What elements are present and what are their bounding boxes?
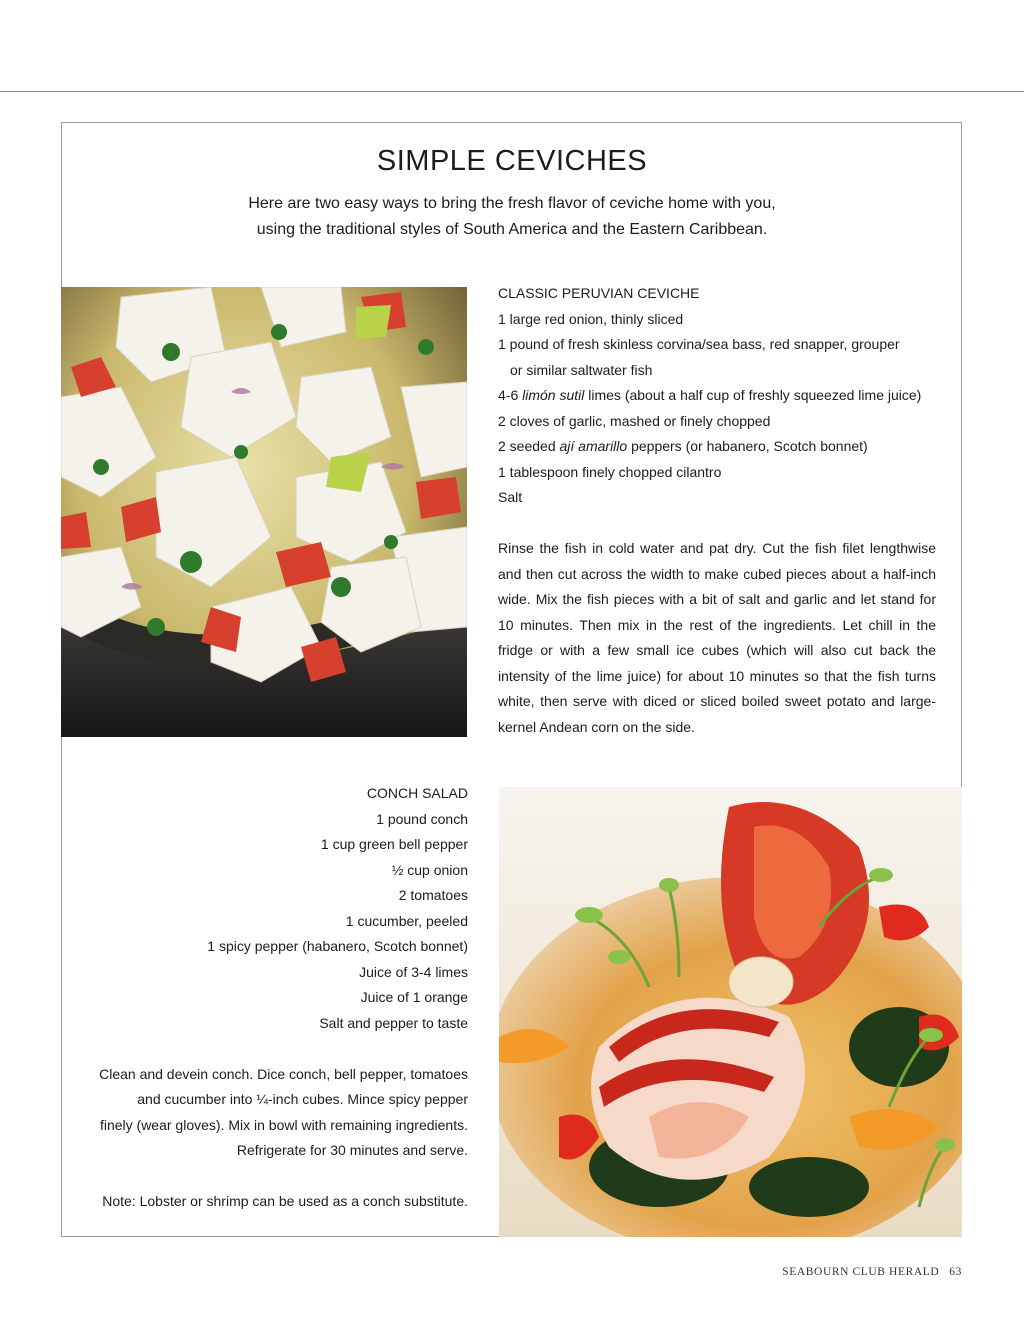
ingredient-item — [498, 383, 936, 409]
publication-name: SEABOURN CLUB HERALD — [782, 1266, 940, 1278]
ingredient-item: 1 tablespoon finely chopped cilantro — [498, 463, 722, 480]
ingredient-name-italic: limón sutil — [522, 387, 585, 403]
ceviche-photo — [61, 287, 467, 737]
ingredient-item: Juice of 3-4 limes — [359, 963, 468, 980]
intro-line-1: Here are two easy ways to bring the fresh flavor of ceviche home with you, — [248, 195, 776, 212]
method-line: and cucumber into ¼-inch cubes. Mince spicy pepper — [137, 1091, 468, 1107]
ingredient-item: ½ cup onion — [391, 861, 468, 878]
conch-method — [80, 1062, 468, 1164]
ingredient-item: 1 pound conch — [376, 810, 468, 827]
page-number: 63 — [949, 1266, 962, 1278]
ingredient-item — [498, 434, 936, 460]
peruvian-method: Rinse the fish in cold water and pat dry. Cut the fish filet lengthwise and then cut across the width to make cubed pieces about a half-inch wide. Mix the fish pieces with a bit of salt and garlic and let stand for 10 minutes. Then mix in the rest of the ingredients. Let chill in the fridge or with a few small ice cubes (which will also cut back the intensity of the lime juice) for about 10 minutes so that the fish turns white, then serve with diced or sliced boiled sweet potato and large-kernel Andean corn on the side. — [498, 540, 936, 735]
conch-note: Note: Lobster or shrimp can be used as a conch substitute. — [102, 1193, 468, 1209]
method-line: Clean and devein conch. Dice conch, bell pepper, tomatoes — [99, 1065, 468, 1082]
conch-heading: CONCH SALAD — [366, 785, 468, 801]
ingredient-item: Salt and pepper to taste — [319, 1014, 468, 1031]
ingredient-item-continued: or similar saltwater fish — [510, 361, 653, 378]
ingredient-quantity: 2 seeded — [498, 438, 556, 454]
header-rule — [0, 91, 1024, 92]
ingredient-item: 1 large red onion, thinly sliced — [498, 310, 684, 327]
ingredient-item: Juice of 1 orange — [360, 989, 468, 1005]
ingredient-name-italic: ají amarillo — [559, 438, 628, 454]
page-footer — [700, 1266, 962, 1278]
ingredient-detail: peppers (or habanero, Scotch bonnet) — [631, 438, 868, 454]
ingredient-item: Salt — [498, 489, 523, 505]
conch-salad-recipe — [80, 781, 468, 1215]
peruvian-ceviche-recipe — [498, 281, 936, 740]
intro-line-2: using the traditional styles of South America and the Eastern Caribbean. — [256, 221, 768, 238]
lobster-photo — [499, 787, 962, 1237]
peruvian-heading: CLASSIC PERUVIAN CEVICHE — [498, 285, 700, 301]
ingredient-item: 2 cloves of garlic, mashed or finely chopped — [498, 412, 771, 429]
intro-text — [200, 191, 824, 243]
ingredient-item: 1 cucumber, peeled — [345, 912, 468, 929]
method-line: finely (wear gloves). Mix in bowl with remaining ingredients. — [99, 1116, 468, 1133]
ingredient-item: 1 spicy pepper (habanero, Scotch bonnet) — [207, 938, 468, 954]
ingredient-quantity: 4-6 — [498, 387, 519, 403]
method-line: Refrigerate for 30 minutes and serve. — [236, 1142, 468, 1158]
page-title: SIMPLE CEVICHES — [376, 145, 648, 177]
ingredient-item: 1 pound of fresh skinless corvina/sea bass, red snapper, grouper — [498, 336, 900, 352]
ingredient-item: 2 tomatoes — [398, 887, 468, 903]
ingredient-detail: limes (about a half cup of freshly squeezed lime juice) — [588, 387, 922, 403]
ingredient-item: 1 cup green bell pepper — [320, 836, 468, 852]
